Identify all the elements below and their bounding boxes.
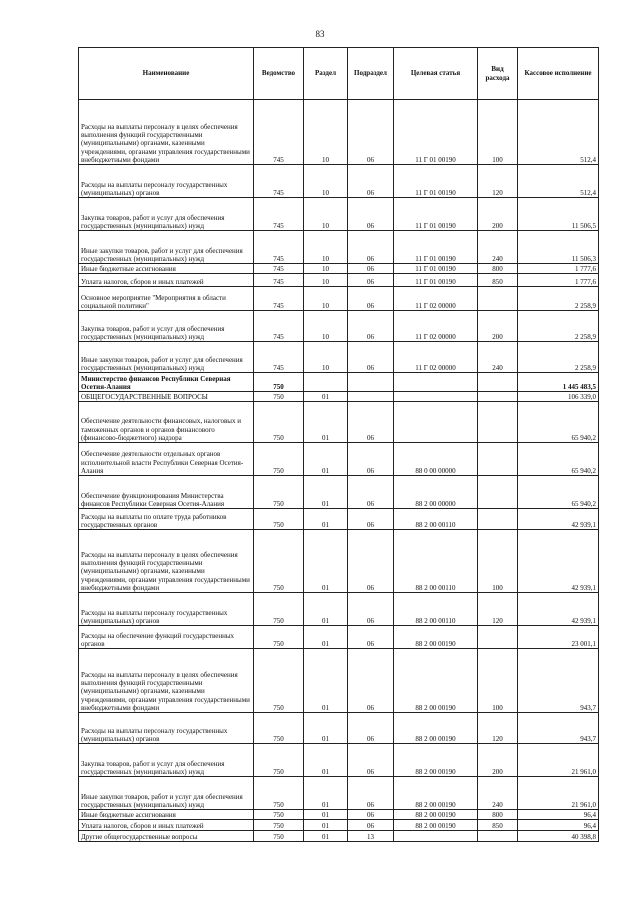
cell-cash-execution: 96,4 xyxy=(518,820,599,831)
cell-name: Иные закупки товаров, работ и услуг для обеспечения государственных (муниципальных) нужд xyxy=(79,777,254,810)
cell-subsection: 06 xyxy=(348,342,394,373)
cell-name: Расходы на выплаты по оплате труда работников государственных органов xyxy=(79,509,254,530)
cell-subsection: 06 xyxy=(348,198,394,231)
cell-target-article xyxy=(394,831,478,842)
cell-subsection: 06 xyxy=(348,264,394,274)
cell-cash-execution: 106 339,0 xyxy=(518,392,599,402)
cell-department: 750 xyxy=(254,530,304,593)
cell-cash-execution: 1 777,6 xyxy=(518,264,599,274)
cell-subsection: 06 xyxy=(348,165,394,198)
table-row xyxy=(79,373,599,392)
cell-name: ОБЩЕГОСУДАРСТВЕННЫЕ ВОПРОСЫ xyxy=(79,392,254,402)
cell-expense-type: 200 xyxy=(478,744,518,777)
cell-department: 750 xyxy=(254,626,304,649)
table-row xyxy=(79,443,599,476)
cell-cash-execution: 512,4 xyxy=(518,165,599,198)
cell-section: 01 xyxy=(304,593,348,626)
budget-execution-table xyxy=(78,47,599,842)
cell-expense-type: 200 xyxy=(478,198,518,231)
cell-expense-type xyxy=(478,476,518,509)
cell-section: 01 xyxy=(304,820,348,831)
cell-subsection: 06 xyxy=(348,443,394,476)
table-row xyxy=(79,530,599,593)
cell-cash-execution: 1 777,6 xyxy=(518,274,599,287)
cell-subsection: 06 xyxy=(348,274,394,287)
cell-subsection: 06 xyxy=(348,100,394,165)
table-row xyxy=(79,198,599,231)
table-row xyxy=(79,476,599,509)
cell-subsection: 06 xyxy=(348,713,394,744)
cell-name: Расходы на выплаты персоналу государственных (муниципальных) органов xyxy=(79,713,254,744)
cell-target-article: 88 2 00 00190 xyxy=(394,713,478,744)
table-body xyxy=(79,100,599,842)
cell-section: 01 xyxy=(304,392,348,402)
table-row xyxy=(79,392,599,402)
cell-cash-execution: 11 506,3 xyxy=(518,231,599,264)
cell-name: Министерство финансов Республики Северная Осетия-Алания xyxy=(79,373,254,392)
cell-department: 750 xyxy=(254,443,304,476)
cell-expense-type: 240 xyxy=(478,777,518,810)
cell-section: 01 xyxy=(304,649,348,713)
cell-section: 10 xyxy=(304,198,348,231)
cell-cash-execution: 42 939,1 xyxy=(518,509,599,530)
cell-expense-type: 200 xyxy=(478,311,518,342)
cell-section: 01 xyxy=(304,476,348,509)
header-cash-execution: Кассовое исполнение xyxy=(518,48,599,100)
cell-section: 01 xyxy=(304,810,348,820)
cell-department: 750 xyxy=(254,593,304,626)
cell-name: Уплата налогов, сборов и иных платежей xyxy=(79,820,254,831)
cell-department: 750 xyxy=(254,831,304,842)
header-section: Раздел xyxy=(304,48,348,100)
cell-subsection: 06 xyxy=(348,476,394,509)
cell-subsection: 06 xyxy=(348,402,394,443)
cell-cash-execution: 943,7 xyxy=(518,649,599,713)
cell-department: 745 xyxy=(254,100,304,165)
cell-subsection: 06 xyxy=(348,530,394,593)
table-row xyxy=(79,402,599,443)
table-row xyxy=(79,713,599,744)
cell-department: 750 xyxy=(254,402,304,443)
cell-target-article: 88 2 00 00110 xyxy=(394,593,478,626)
cell-cash-execution: 11 506,5 xyxy=(518,198,599,231)
cell-section: 01 xyxy=(304,509,348,530)
cell-expense-type: 120 xyxy=(478,593,518,626)
cell-name: Обеспечение деятельности финансовых, налоговых и таможенных органов и органов финансового (финансово-бюджетного) надзора xyxy=(79,402,254,443)
cell-department: 745 xyxy=(254,198,304,231)
cell-expense-type: 120 xyxy=(478,165,518,198)
table-row xyxy=(79,626,599,649)
cell-target-article: 11 Г 02 00000 xyxy=(394,342,478,373)
cell-target-article: 88 2 00 00110 xyxy=(394,530,478,593)
cell-name: Расходы на обеспечение функций государственных органов xyxy=(79,626,254,649)
cell-expense-type: 850 xyxy=(478,820,518,831)
cell-cash-execution: 65 940,2 xyxy=(518,476,599,509)
table-row xyxy=(79,231,599,264)
cell-name: Закупка товаров, работ и услуг для обеспечения государственных (муниципальных) нужд xyxy=(79,198,254,231)
page-number: 83 xyxy=(315,29,325,39)
cell-name: Обеспечение функционирования Министерства финансов Республики Северная Осетия-Алания xyxy=(79,476,254,509)
cell-department: 750 xyxy=(254,744,304,777)
cell-department: 745 xyxy=(254,264,304,274)
cell-cash-execution: 40 398,8 xyxy=(518,831,599,842)
header-subsection: Подраздел xyxy=(348,48,394,100)
cell-expense-type xyxy=(478,443,518,476)
cell-target-article: 88 2 00 00110 xyxy=(394,509,478,530)
cell-subsection: 06 xyxy=(348,509,394,530)
cell-target-article: 11 Г 01 00190 xyxy=(394,100,478,165)
cell-target-article: 88 2 00 00190 xyxy=(394,820,478,831)
cell-subsection: 06 xyxy=(348,287,394,311)
cell-expense-type xyxy=(478,509,518,530)
table-row xyxy=(79,274,599,287)
cell-department: 745 xyxy=(254,231,304,264)
cell-subsection: 06 xyxy=(348,311,394,342)
cell-name: Закупка товаров, работ и услуг для обеспечения государственных (муниципальных) нужд xyxy=(79,744,254,777)
cell-section: 10 xyxy=(304,342,348,373)
cell-name: Расходы на выплаты персоналу в целях обеспечения выполнения функций государственными (муниципальными) органами, казенными учреждениями, органами управления государственными внебюджетными фондами xyxy=(79,530,254,593)
cell-expense-type xyxy=(478,402,518,443)
cell-target-article xyxy=(394,402,478,443)
cell-subsection: 06 xyxy=(348,593,394,626)
cell-target-article: 88 2 00 00190 xyxy=(394,744,478,777)
cell-subsection: 06 xyxy=(348,777,394,810)
cell-target-article: 11 Г 01 00190 xyxy=(394,165,478,198)
cell-cash-execution: 21 961,0 xyxy=(518,777,599,810)
cell-target-article: 88 2 00 00190 xyxy=(394,810,478,820)
table-row xyxy=(79,810,599,820)
cell-department: 750 xyxy=(254,509,304,530)
table-row xyxy=(79,831,599,842)
cell-department: 750 xyxy=(254,392,304,402)
cell-department: 750 xyxy=(254,649,304,713)
cell-section: 01 xyxy=(304,744,348,777)
cell-cash-execution: 943,7 xyxy=(518,713,599,744)
cell-expense-type: 240 xyxy=(478,342,518,373)
cell-subsection: 06 xyxy=(348,626,394,649)
cell-name: Уплата налогов, сборов и иных платежей xyxy=(79,274,254,287)
cell-expense-type xyxy=(478,831,518,842)
cell-name: Расходы на выплаты персоналу в целях обеспечения выполнения функций государственными (муниципальными) органами, казенными учреждениями, органами управления государственными внебюджетными фондами xyxy=(79,649,254,713)
cell-subsection: 06 xyxy=(348,649,394,713)
cell-expense-type xyxy=(478,626,518,649)
table-row xyxy=(79,264,599,274)
cell-department: 745 xyxy=(254,287,304,311)
cell-name: Иные бюджетные ассигнования xyxy=(79,810,254,820)
table-row xyxy=(79,744,599,777)
cell-name: Расходы на выплаты персоналу в целях обеспечения выполнения функций государственными (муниципальными) органами, казенными учреждениями, органами управления государственными внебюджетными фондами xyxy=(79,100,254,165)
cell-cash-execution: 65 940,2 xyxy=(518,402,599,443)
cell-cash-execution: 21 961,0 xyxy=(518,744,599,777)
cell-target-article: 88 2 00 00190 xyxy=(394,777,478,810)
cell-target-article: 11 Г 01 00190 xyxy=(394,264,478,274)
cell-section: 01 xyxy=(304,626,348,649)
cell-section: 10 xyxy=(304,165,348,198)
cell-department: 750 xyxy=(254,713,304,744)
cell-target-article: 88 2 00 00190 xyxy=(394,626,478,649)
cell-department: 745 xyxy=(254,274,304,287)
cell-name: Расходы на выплаты персоналу государственных (муниципальных) органов xyxy=(79,165,254,198)
cell-name: Обеспечение деятельности отдельных органов исполнительной власти Республики Северная Осетия-Алания xyxy=(79,443,254,476)
cell-expense-type: 100 xyxy=(478,649,518,713)
cell-section: 01 xyxy=(304,713,348,744)
cell-expense-type: 100 xyxy=(478,530,518,593)
cell-name: Основное мероприятие "Мероприятия в области социальной политики" xyxy=(79,287,254,311)
cell-section: 01 xyxy=(304,777,348,810)
table-row xyxy=(79,165,599,198)
cell-target-article: 11 Г 01 00190 xyxy=(394,274,478,287)
cell-expense-type: 120 xyxy=(478,713,518,744)
cell-section: 01 xyxy=(304,402,348,443)
cell-department: 750 xyxy=(254,820,304,831)
cell-cash-execution: 23 001,1 xyxy=(518,626,599,649)
cell-cash-execution: 42 939,1 xyxy=(518,530,599,593)
header-department: Ведомство xyxy=(254,48,304,100)
table-row xyxy=(79,509,599,530)
cell-section: 10 xyxy=(304,100,348,165)
cell-target-article: 88 2 00 00000 xyxy=(394,476,478,509)
cell-department: 750 xyxy=(254,777,304,810)
cell-target-article: 11 Г 01 00190 xyxy=(394,198,478,231)
cell-cash-execution: 1 445 483,5 xyxy=(518,373,599,392)
table-row xyxy=(79,311,599,342)
cell-subsection: 06 xyxy=(348,810,394,820)
table-row xyxy=(79,649,599,713)
cell-subsection xyxy=(348,373,394,392)
table-row xyxy=(79,342,599,373)
cell-cash-execution: 42 939,1 xyxy=(518,593,599,626)
cell-name: Иные закупки товаров, работ и услуг для обеспечения государственных (муниципальных) нужд xyxy=(79,342,254,373)
cell-target-article xyxy=(394,392,478,402)
cell-expense-type: 100 xyxy=(478,100,518,165)
cell-cash-execution: 65 940,2 xyxy=(518,443,599,476)
cell-department: 750 xyxy=(254,476,304,509)
cell-target-article: 11 Г 02 00000 xyxy=(394,287,478,311)
cell-name: Расходы на выплаты персоналу государственных (муниципальных) органов xyxy=(79,593,254,626)
cell-department: 745 xyxy=(254,311,304,342)
cell-department: 745 xyxy=(254,165,304,198)
cell-cash-execution: 2 258,9 xyxy=(518,311,599,342)
cell-section: 10 xyxy=(304,287,348,311)
cell-name: Другие общегосударственные вопросы xyxy=(79,831,254,842)
cell-department: 750 xyxy=(254,373,304,392)
cell-section: 01 xyxy=(304,530,348,593)
cell-department: 750 xyxy=(254,810,304,820)
table-header-row xyxy=(79,48,599,100)
cell-cash-execution: 2 258,9 xyxy=(518,342,599,373)
cell-section: 10 xyxy=(304,264,348,274)
cell-department: 745 xyxy=(254,342,304,373)
table-row xyxy=(79,593,599,626)
cell-name: Иные закупки товаров, работ и услуг для обеспечения государственных (муниципальных) нужд xyxy=(79,231,254,264)
cell-section xyxy=(304,373,348,392)
cell-target-article xyxy=(394,373,478,392)
header-expense-type: Вид расхода xyxy=(478,48,518,100)
cell-expense-type: 800 xyxy=(478,264,518,274)
table-row xyxy=(79,777,599,810)
cell-name: Закупка товаров, работ и услуг для обеспечения государственных (муниципальных) нужд xyxy=(79,311,254,342)
cell-name: Иные бюджетные ассигнования xyxy=(79,264,254,274)
cell-cash-execution: 512,4 xyxy=(518,100,599,165)
cell-expense-type: 850 xyxy=(478,274,518,287)
cell-section: 10 xyxy=(304,231,348,264)
cell-section: 10 xyxy=(304,274,348,287)
table-row xyxy=(79,287,599,311)
cell-section: 10 xyxy=(304,311,348,342)
cell-section: 01 xyxy=(304,831,348,842)
header-name: Наименование xyxy=(79,48,254,100)
cell-target-article: 88 0 00 00000 xyxy=(394,443,478,476)
cell-cash-execution: 2 258,9 xyxy=(518,287,599,311)
cell-subsection xyxy=(348,392,394,402)
header-target-article: Целевая статья xyxy=(394,48,478,100)
cell-cash-execution: 96,4 xyxy=(518,810,599,820)
cell-expense-type xyxy=(478,373,518,392)
cell-target-article: 11 Г 02 00000 xyxy=(394,311,478,342)
cell-section: 01 xyxy=(304,443,348,476)
cell-subsection: 06 xyxy=(348,744,394,777)
cell-subsection: 06 xyxy=(348,820,394,831)
cell-subsection: 06 xyxy=(348,231,394,264)
cell-target-article: 88 2 00 00190 xyxy=(394,649,478,713)
table-row xyxy=(79,100,599,165)
cell-subsection: 13 xyxy=(348,831,394,842)
cell-expense-type xyxy=(478,392,518,402)
cell-expense-type: 240 xyxy=(478,231,518,264)
cell-target-article: 11 Г 01 00190 xyxy=(394,231,478,264)
table-row xyxy=(79,820,599,831)
cell-expense-type: 800 xyxy=(478,810,518,820)
cell-expense-type xyxy=(478,287,518,311)
